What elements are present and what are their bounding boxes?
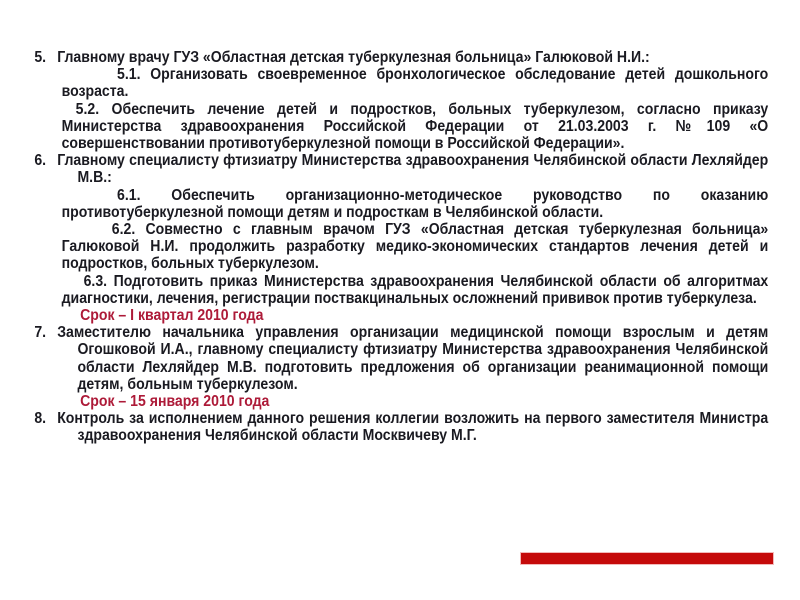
deadline-15-jan-2010: Срок – 15 января 2010 года — [80, 393, 270, 411]
paragraph-5-number: 5. — [34, 49, 47, 66]
paragraph-5-2: 5.2. Обеспечить лечение детей и подростков, больных туберкулезом, согласно приказу Министерства здравоохранения Российской Федерации от 21.03.2003 г. №109 «О совершенствовании противотуберкулезной помощи в Российской Федерации». — [61, 100, 769, 153]
paragraph-7-number: 7. — [34, 324, 47, 342]
paragraph-8-text: Контроль за исполнением данного решения коллегии возложить на первого заместителя Министра здравоохранения Челябинской области Москвичеву М.Г. — [57, 410, 769, 445]
paragraph-7-text: Заместителю начальника управления организации медицинской помощи взрослым и детям Огошковой И.А., главному специалисту фтизиатру Министерства здравоохранения Челябинской области Лехляйдер М.В. подготовить предложения об организации реанимационной помощи детям, больным туберкулезом. — [57, 324, 769, 393]
paragraph-7 — [0, 324, 768, 393]
paragraph-5 — [0, 49, 768, 66]
paragraph-6 — [0, 152, 768, 186]
document-text — [0, 49, 800, 445]
paragraph-6-2: 6.2. Совместно с главным врачом ГУЗ «Областная детская туберкулезная больница» Галюковой Н.И. продолжить разработку медико-экономических стандартов лечения детей и подростков, больных туберкулезом. — [61, 221, 769, 273]
paragraph-5-1: 5.1. Организовать своевременное бронхологическое обследование детей дошкольного возраста. — [61, 66, 769, 101]
paragraph-5-text: Главному врачу ГУЗ «Областная детская туберкулезная больница» Галюковой Н.И.: — [57, 49, 650, 66]
paragraph-8-number: 8. — [34, 410, 47, 428]
paragraph-6-1: 6.1. Обеспечить организационно-методическое руководство по оказанию противотуберкулезной помощи детям и подросткам в Челябинской области. — [61, 186, 769, 221]
red-accent-bar — [520, 552, 774, 565]
deadline-q1-2010: Срок – I квартал 2010 года — [80, 307, 264, 325]
paragraph-8 — [0, 410, 768, 444]
paragraph-6-number: 6. — [34, 152, 47, 170]
paragraph-6-text: Главному специалисту фтизиатру Министерства здравоохранения Челябинской области Лехляйдер М.В.: — [57, 152, 769, 187]
paragraph-6-3: 6.3. Подготовить приказ Министерства здравоохранения Челябинской области об алгоритмах диагностики, лечения, регистрации поствакцинальных осложнений прививок против туберкулеза. — [61, 272, 769, 307]
